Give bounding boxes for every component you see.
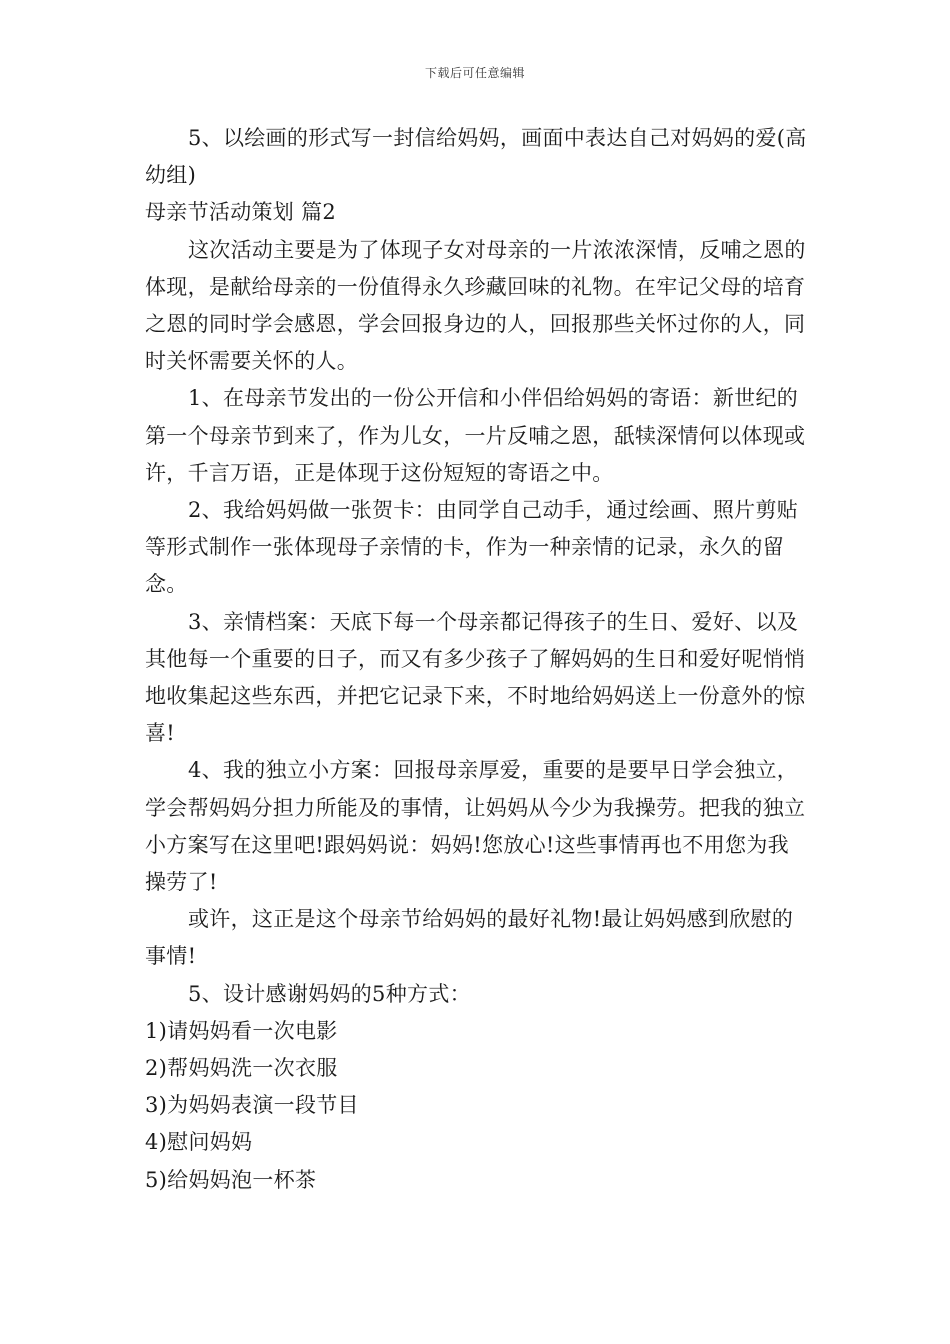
paragraph-item-2: 2、我给妈妈做一张贺卡：由同学自己动手，通过绘画、照片剪贴等形式制作一张体现母子亲情的卡，作为一种亲情的记录，永久的留念。 bbox=[145, 498, 799, 597]
list-item: 4)慰问妈妈 bbox=[145, 1130, 253, 1155]
paragraph-intro: 这次活动主要是为了体现子女对母亲的一片浓浓深情，反哺之恩的体现，是献给母亲的一份值得永久珍藏回味的礼物。在牢记父母的培育之恩的同时学会感恩，学会回报身边的人，回报那些关怀过你的人，同时关怀需要关怀的人。 bbox=[145, 237, 806, 374]
paragraph-drawing-letter: 5、以绘画的形式写一封信给妈妈，画面中表达自己对妈妈的爱(高幼组) bbox=[145, 126, 807, 188]
section-heading: 母亲节活动策划 篇2 bbox=[145, 200, 337, 225]
paragraph-conclusion: 或许，这正是这个母亲节给妈妈的最好礼物!最让妈妈感到欣慰的事情! bbox=[145, 907, 794, 969]
document-body bbox=[145, 120, 810, 1199]
list-item: 2)帮妈妈洗一次衣服 bbox=[145, 1056, 338, 1081]
paragraph-item-5: 5、设计感谢妈妈的5种方式： bbox=[188, 981, 471, 1006]
paragraph-item-1: 1、在母亲节发出的一份公开信和小伴侣给妈妈的寄语：新世纪的第一个母亲节到来了，作为儿女，一片反哺之恩，舐犊深情何以体现或许，千言万语，正是体现于这份短短的寄语之中。 bbox=[145, 386, 806, 485]
list-item: 3)为妈妈表演一段节目 bbox=[145, 1093, 359, 1118]
list-item: 5)给妈妈泡一杯茶 bbox=[145, 1167, 317, 1192]
paragraph-item-3: 3、亲情档案：天底下每一个母亲都记得孩子的生日、爱好、以及其他每一个重要的日子，而又有多少孩子了解妈妈的生日和爱好呢悄悄地收集起这些东西，并把它记录下来，不时地给妈妈送上一份意外的惊喜! bbox=[145, 609, 806, 746]
list-item: 1)请妈妈看一次电影 bbox=[145, 1018, 338, 1043]
page-header: 下载后可任意编辑 bbox=[424, 66, 525, 80]
paragraph-item-4: 4、我的独立小方案：回报母亲厚爱，重要的是要早日学会独立，学会帮妈妈分担力所能及的事情，让妈妈从今少为我操劳。把我的独立小方案写在这里吧!跟妈妈说：妈妈!您放心!这些事情再也不用您为我操劳了! bbox=[145, 758, 806, 895]
